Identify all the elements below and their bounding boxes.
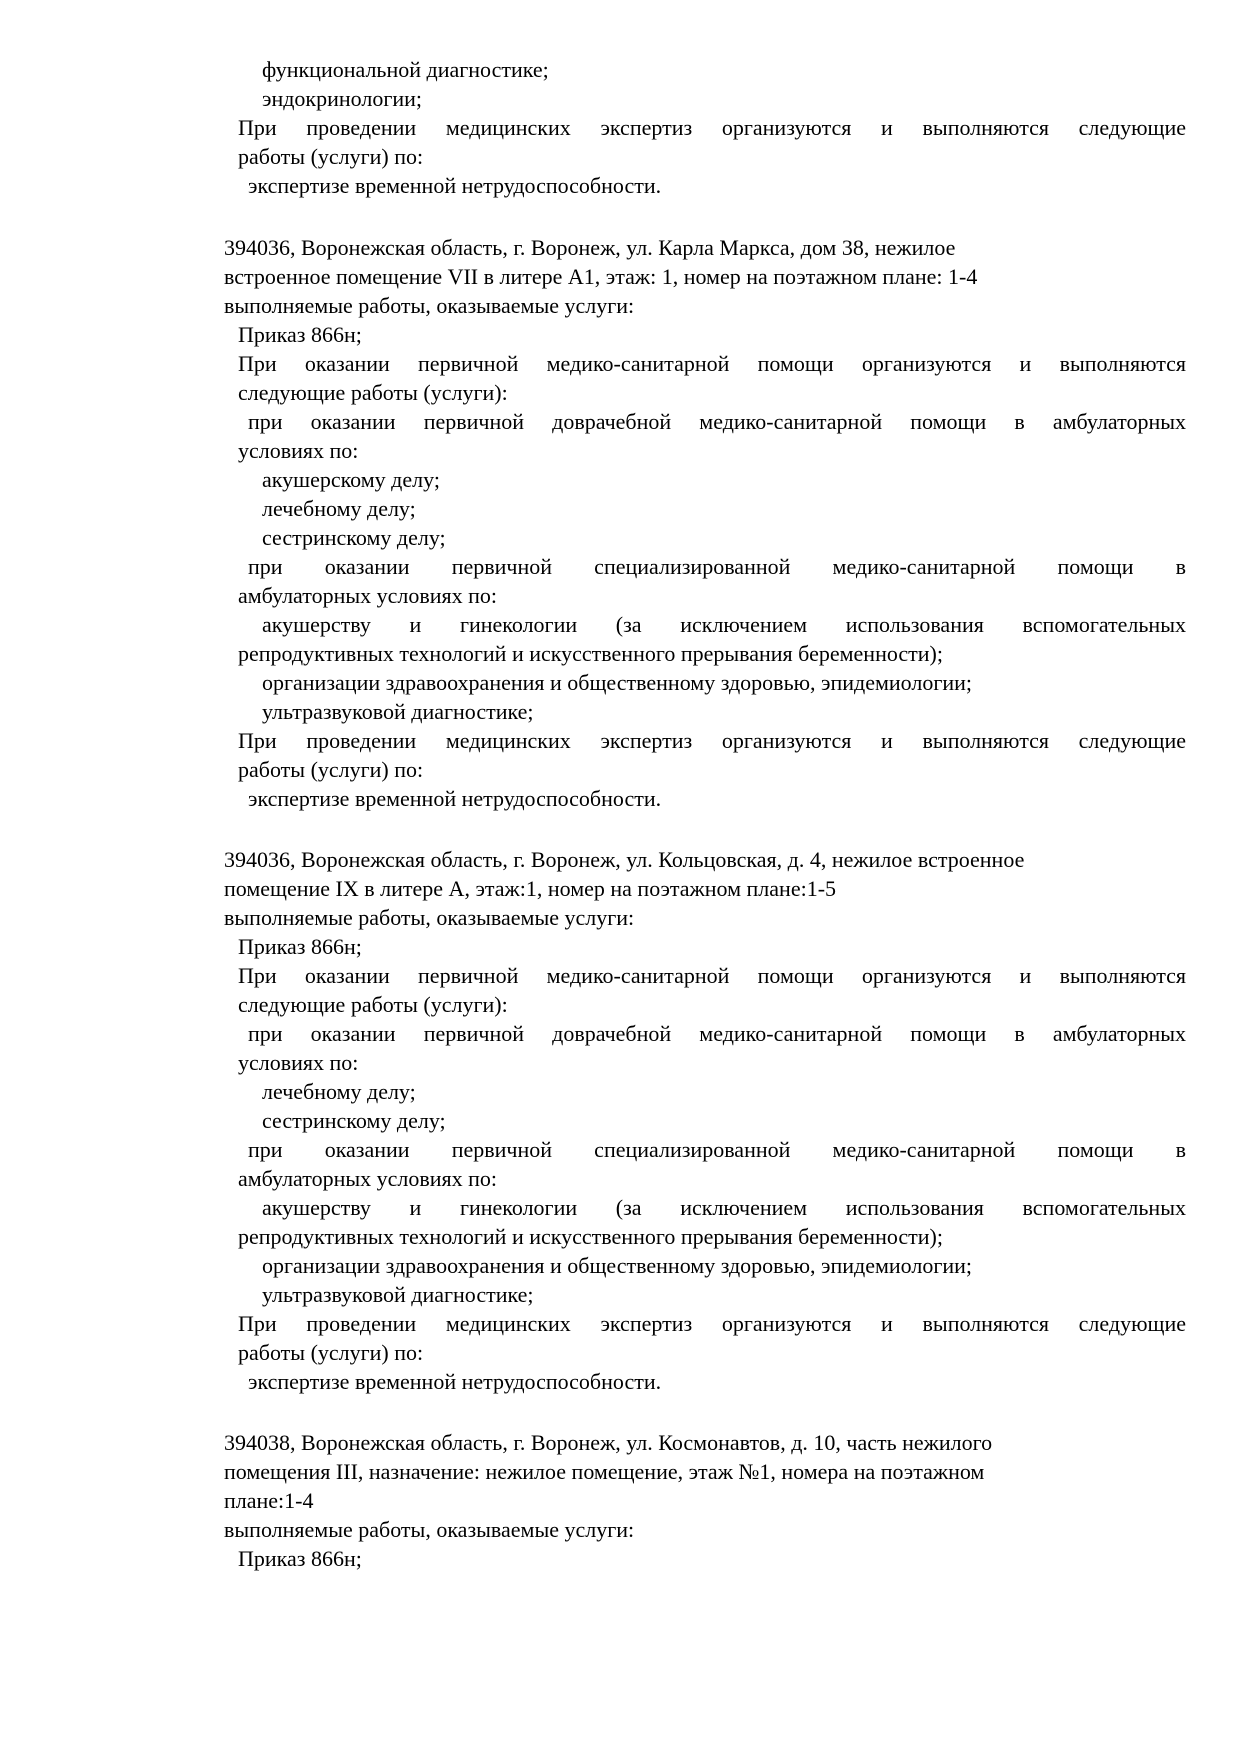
text-line: амбулаторных условиях по: [238,1166,498,1191]
text-line: При оказании первичной медико-санитарной помощи организуются и выполняются [238,351,1186,376]
text-line: При проведении медицинских экспертиз организуются и выполняются следующие [238,1311,1186,1336]
text-line: При проведении медицинских экспертиз организуются и выполняются следующие [238,728,1186,753]
text-line: организации здравоохранения и общественному здоровью, эпидемиологии; [262,1253,973,1278]
text-line: при оказании первичной доврачебной медико-санитарной помощи в амбулаторных [248,1021,1186,1046]
text-line: При оказании первичной медико-санитарной помощи организуются и выполняются [238,963,1186,988]
address-heading: 394036, Воронежская область, г. Воронеж, ул. Карла Маркса, дом 38, нежилое [224,235,956,260]
address-heading: 394036, Воронежская область, г. Воронеж, ул. Кольцовская, д. 4, нежилое встроенное [224,847,1025,872]
text-line: выполняемые работы, оказываемые услуги: [224,1517,635,1542]
text-line: организации здравоохранения и общественному здоровью, эпидемиологии; [262,670,973,695]
text-line: эндокринологии; [262,86,423,111]
text-line: экспертизе временной нетрудоспособности. [248,173,662,198]
text-line: условиях по: [238,1050,359,1075]
text-line: работы (услуги) по: [238,1340,424,1365]
text-line: сестринскому делу; [262,525,446,550]
text-line: функциональной диагностике; [262,57,549,82]
text-line: следующие работы (услуги): [238,992,508,1017]
address-heading: помещение IX в литере А, этаж:1, номер на поэтажном плане:1-5 [224,876,837,901]
text-line: Приказ 866н; [238,1546,362,1571]
text-line: При проведении медицинских экспертиз организуются и выполняются следующие [238,115,1186,140]
text-line: акушерству и гинекологии (за исключением использования вспомогательных [262,612,1186,637]
text-line: сестринскому делу; [262,1108,446,1133]
address-heading: 394038, Воронежская область, г. Воронеж, ул. Космонавтов, д. 10, часть нежилого [224,1430,993,1455]
address-heading: помещения III, назначение: нежилое помещение, этаж №1, номера на поэтажном [224,1459,985,1484]
text-line: ультразвуковой диагностике; [262,1282,534,1307]
text-line: амбулаторных условиях по: [238,583,498,608]
text-line: при оказании первичной специализированной медико-санитарной помощи в [248,554,1186,579]
text-line: лечебному делу; [262,1079,416,1104]
address-heading: плане:1-4 [224,1488,314,1513]
text-line: работы (услуги) по: [238,757,424,782]
text-line: ультразвуковой диагностике; [262,699,534,724]
text-line: при оказании первичной доврачебной медико-санитарной помощи в амбулаторных [248,409,1186,434]
text-line: Приказ 866н; [238,322,362,347]
text-line: репродуктивных технологий и искусственного прерывания беременности); [238,641,943,666]
text-line: акушерскому делу; [262,467,440,492]
text-line: экспертизе временной нетрудоспособности. [248,786,662,811]
text-line: экспертизе временной нетрудоспособности. [248,1369,662,1394]
text-line: лечебному делу; [262,496,416,521]
text-line: при оказании первичной специализированной медико-санитарной помощи в [248,1137,1186,1162]
address-heading: встроенное помещение VII в литере А1, этаж: 1, номер на поэтажном плане: 1-4 [224,264,978,289]
text-line: выполняемые работы, оказываемые услуги: [224,905,635,930]
text-line: акушерству и гинекологии (за исключением использования вспомогательных [262,1195,1186,1220]
text-line: условиях по: [238,438,359,463]
text-line: работы (услуги) по: [238,144,424,169]
text-line: репродуктивных технологий и искусственного прерывания беременности); [238,1224,943,1249]
text-line: выполняемые работы, оказываемые услуги: [224,293,635,318]
text-line: Приказ 866н; [238,934,362,959]
text-line: следующие работы (услуги): [238,380,508,405]
